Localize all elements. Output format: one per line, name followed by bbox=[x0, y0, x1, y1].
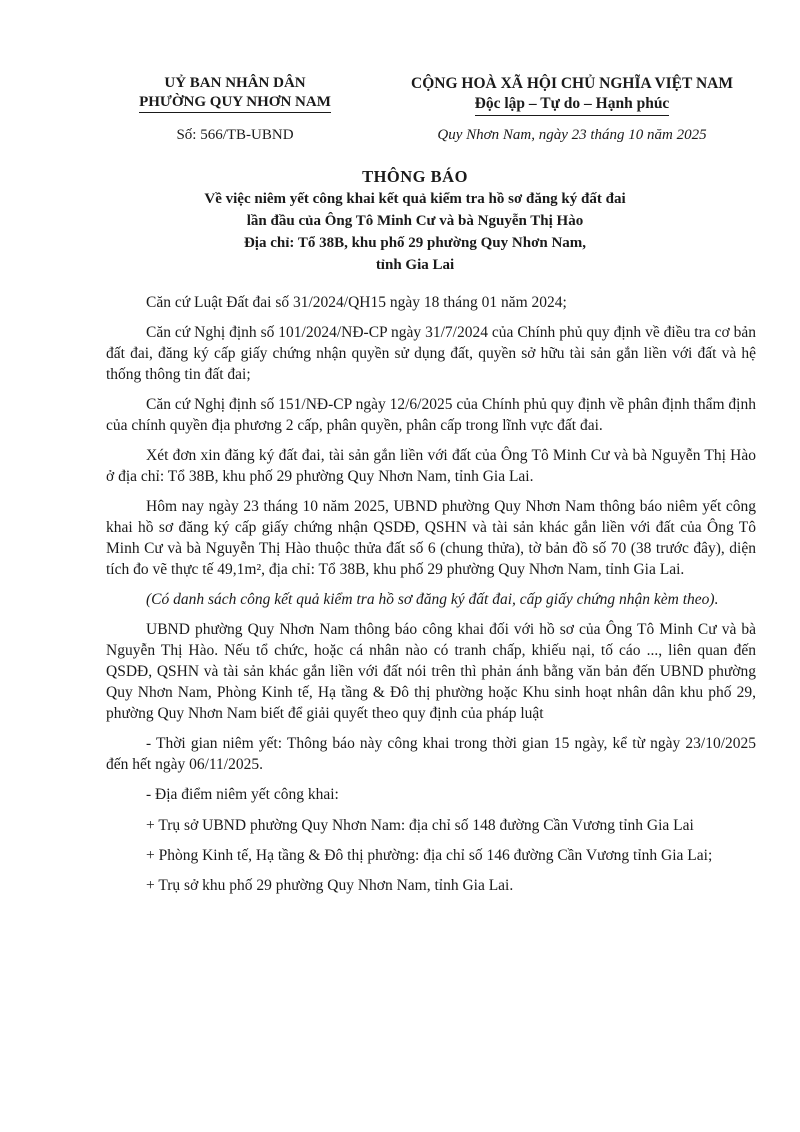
country-name: CỘNG HOÀ XÃ HỘI CHỦ NGHĨA VIỆT NAM bbox=[411, 75, 733, 92]
paragraph-posting-locations: - Địa điểm niêm yết công khai: bbox=[146, 786, 339, 803]
org-line-2: PHƯỜNG QUY NHƠN NAM bbox=[139, 93, 331, 113]
location-item-2: + Phòng Kinh tế, Hạ tầng & Đô thị phường: địa chỉ số 146 đường Cần Vương tỉnh Gia Lai; bbox=[146, 847, 713, 864]
document-date: Quy Nhơn Nam, ngày 23 tháng 10 năm 2025 bbox=[437, 127, 707, 143]
notice-body bbox=[106, 292, 756, 905]
paragraph-legal-basis-1: Căn cứ Luật Đất đai số 31/2024/QH15 ngày 18 tháng 01 năm 2024; bbox=[146, 294, 567, 311]
national-motto: Độc lập – Tự do – Hạnh phúc bbox=[475, 94, 670, 116]
issuing-organization bbox=[110, 74, 360, 113]
document-number: Số: 566/TB-UBND bbox=[176, 127, 294, 143]
paragraph-complaint-info: UBND phường Quy Nhơn Nam thông báo công khai đối với hồ sơ của Ông Tô Minh Cư và bà Nguyễn Thị Hào. Nếu tổ chức, hoặc cá nhân nào có tranh chấp, khiếu nại, tố cáo ..., liên quan đến QSDĐ, QSHN và tài sản khác gắn liền với đất nói trên thì phản ánh bằng văn bản đến UBND phường Quy Nhơn Nam, Phòng Kinh tế, Hạ tầng & Đô thị phường hoặc Khu sinh hoạt nhân dân khu phố 29, phường Quy Nhơn Nam biết để giải quyết theo quy định của pháp luật bbox=[106, 621, 756, 722]
title-main: THÔNG BÁO bbox=[362, 167, 468, 186]
title-line-1: Về việc niêm yết công khai kết quả kiểm tra hồ sơ đăng ký đất đai bbox=[204, 191, 626, 207]
paragraph-consideration: Xét đơn xin đăng ký đất đai, tài sản gắn liền với đất của Ông Tô Minh Cư và bà Nguyễn Thị Hào ở địa chỉ: Tổ 38B, khu phố 29 phường Quy Nhơn Nam, tỉnh Gia Lai. bbox=[106, 447, 756, 485]
location-item-1: + Trụ sở UBND phường Quy Nhơn Nam: địa chỉ số 148 đường Cần Vương tỉnh Gia Lai bbox=[146, 817, 694, 834]
paragraph-announcement: Hôm nay ngày 23 tháng 10 năm 2025, UBND phường Quy Nhơn Nam thông báo niêm yết công khai hồ sơ đăng ký cấp giấy chứng nhận QSDĐ, QSHN và tài sản khác gắn liền với đất của Ông Tô Minh Cư và bà Nguyễn Thị Hào thuộc thửa đất số 6 (chung thửa), tờ bản đồ số 70 (38 trước đây), diện tích đo vẽ thực tế 49,1m², địa chỉ: Tổ 38B, khu phố 29 phường Quy Nhơn Nam, tỉnh Gia Lai. bbox=[106, 498, 756, 578]
location-item-3: + Trụ sở khu phố 29 phường Quy Nhơn Nam, tỉnh Gia Lai. bbox=[146, 877, 514, 894]
title-line-2: lần đầu của Ông Tô Minh Cư và bà Nguyễn Thị Hào bbox=[246, 213, 584, 229]
paragraph-attachment-note: (Có danh sách công kết quả kiểm tra hồ sơ đăng ký đất đai, cấp giấy chứng nhận kèm theo). bbox=[146, 591, 719, 608]
national-heading bbox=[372, 74, 772, 116]
notice-title bbox=[100, 166, 730, 276]
title-line-4: tỉnh Gia Lai bbox=[375, 257, 455, 273]
paragraph-legal-basis-3: Căn cứ Nghị định số 151/NĐ-CP ngày 12/6/2025 của Chính phủ quy định về phân định thẩm định của chính quyền địa phương 2 cấp, phân quyền, phân cấp trong lĩnh vực đất đai. bbox=[106, 396, 756, 434]
title-line-3: Địa chỉ: Tổ 38B, khu phố 29 phường Quy Nhơn Nam, bbox=[243, 235, 587, 251]
paragraph-posting-time: - Thời gian niêm yết: Thông báo này công khai trong thời gian 15 ngày, kể từ ngày 23/10/2025 đến hết ngày 06/11/2025. bbox=[106, 735, 756, 773]
paragraph-legal-basis-2: Căn cứ Nghị định số 101/2024/NĐ-CP ngày 31/7/2024 của Chính phủ quy định về điều tra cơ bản đất đai, đăng ký cấp giấy chứng nhận quyền sử dụng đất, quyền sở hữu tài sản gắn liền với đất và hệ thống thông tin đất đai; bbox=[106, 324, 756, 383]
org-line-1: UỶ BAN NHÂN DÂN bbox=[164, 75, 306, 91]
